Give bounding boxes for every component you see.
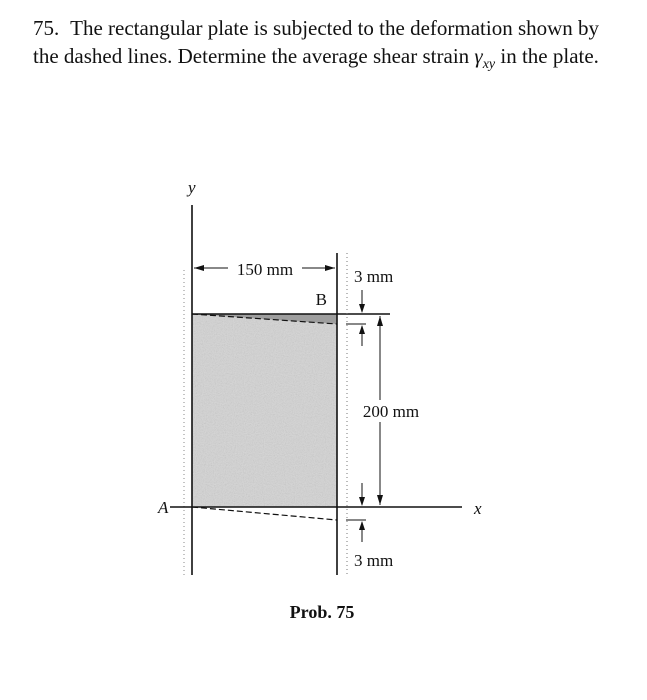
dim-height-label: 200 mm	[362, 402, 420, 421]
dim-width-arrow-right	[325, 265, 335, 271]
point-a-label: A	[158, 498, 169, 517]
dim-bottom-disp-label: 3 mm	[354, 551, 394, 570]
dim-width-label: 150 mm	[236, 260, 294, 279]
point-b-label: B	[315, 290, 327, 309]
problem-number: 75.	[33, 16, 60, 40]
problem-text: The rectangular plate is subjected to the deformation shown by the dashed lines. Determine the average shear strain	[33, 16, 600, 68]
plate-texture	[192, 314, 337, 507]
deformed-bottom-edge	[192, 507, 337, 520]
dim-top-disp-label: 3 mm	[354, 267, 394, 286]
shear-strain-symbol: $\gamma_{xy}$	[474, 44, 496, 73]
dim-width-arrow-left	[194, 265, 204, 271]
dim-height-arrow-top	[377, 316, 383, 326]
dim-height-arrow-bottom	[377, 495, 383, 505]
problem-text-end: in the plate.	[500, 44, 599, 68]
x-axis-label: x	[474, 499, 482, 518]
figure-caption: Prob. 75	[289, 602, 355, 622]
y-axis-label: y	[188, 178, 196, 197]
shear-strain-subscript: xy	[482, 57, 496, 73]
